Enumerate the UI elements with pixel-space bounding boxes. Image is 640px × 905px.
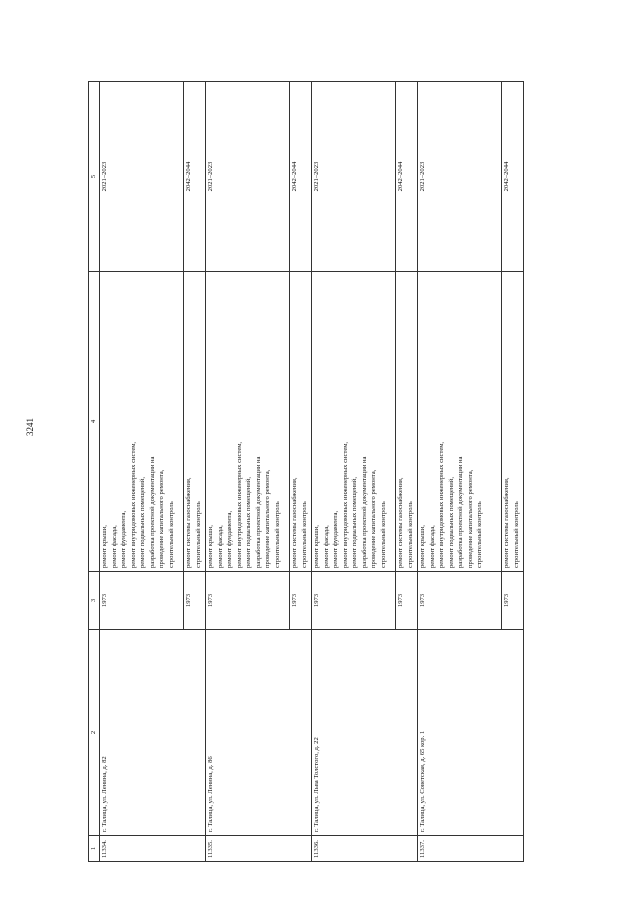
entry-works: ремонт крыши, ремонт фасада, ремонт фундамента, ремонт внутридомовых инженерных систем, ремонт подвальных помещений, разработка проектной документации на проведение капитального ремонта, строительный контроль bbox=[206, 272, 290, 572]
entry-works: ремонт крыши, ремонт фасада, ремонт внутридомовых инженерных систем, ремонт подвальных помещений, разработка проектной документации на проведение капитального ремонта, строительный контроль bbox=[418, 272, 502, 572]
entry-number: 11337. bbox=[418, 836, 524, 862]
entry-period: 2042–2044 bbox=[290, 82, 312, 272]
table-frame bbox=[88, 82, 590, 862]
entry-address: г. Талица, ул. Льва Толстого, д. 22 bbox=[312, 630, 418, 836]
entry-period: 2042–2044 bbox=[184, 82, 206, 272]
table-row bbox=[100, 82, 184, 862]
column-number: 4 bbox=[89, 272, 100, 572]
entry-period: 2042–2044 bbox=[396, 82, 418, 272]
entry-year: 1973 bbox=[396, 572, 418, 630]
entry-number: 11336. bbox=[312, 836, 418, 862]
table-row bbox=[312, 82, 396, 862]
entry-address: г. Талица, ул. Ленина, д. 82 bbox=[100, 630, 206, 836]
column-number: 2 bbox=[89, 630, 100, 836]
entry-works: ремонт системы газоснабжения, строительный контроль bbox=[184, 272, 206, 572]
entry-year: 1973 bbox=[418, 572, 502, 630]
entry-number: 11335. bbox=[206, 836, 312, 862]
table-row bbox=[418, 82, 502, 862]
entry-period: 2021–2023 bbox=[100, 82, 184, 272]
column-number-row bbox=[89, 82, 100, 862]
entry-period: 2042–2044 bbox=[502, 82, 524, 272]
entry-period: 2021–2023 bbox=[312, 82, 396, 272]
page-number: 3241 bbox=[25, 418, 35, 436]
column-number: 5 bbox=[89, 82, 100, 272]
entry-works: ремонт системы газоснабжения, строительный контроль bbox=[502, 272, 524, 572]
repair-schedule-table bbox=[88, 81, 524, 862]
entry-year: 1973 bbox=[206, 572, 290, 630]
entry-works: ремонт системы газоснабжения, строительный контроль bbox=[396, 272, 418, 572]
entry-year: 1973 bbox=[184, 572, 206, 630]
entry-period: 2021–2023 bbox=[418, 82, 502, 272]
entry-address: г. Талица, ул. Ленина, д. 86 bbox=[206, 630, 312, 836]
entry-address: г. Талица, ул. Советская, д. 65 кор. 1 bbox=[418, 630, 524, 836]
entry-works: ремонт системы газоснабжения, строительный контроль bbox=[290, 272, 312, 572]
entry-period: 2021–2023 bbox=[206, 82, 290, 272]
entry-year: 1973 bbox=[312, 572, 396, 630]
entry-year: 1973 bbox=[502, 572, 524, 630]
entry-number: 11334. bbox=[100, 836, 206, 862]
table-row bbox=[206, 82, 290, 862]
entry-works: ремонт крыши, ремонт фасада, ремонт фундамента, ремонт внутридомовых инженерных систем, ремонт подвальных помещений, разработка проектной документации на проведение капитального ремонта, строительный контроль bbox=[312, 272, 396, 572]
column-number: 1 bbox=[89, 836, 100, 862]
entry-works: ремонт крыши, ремонт фасада, ремонт фундамента, ремонт внутридомовых инженерных систем, ремонт подвальных помещений, разработка проектной документации на проведение капитального ремонта, строительный контроль bbox=[100, 272, 184, 572]
entry-year: 1973 bbox=[100, 572, 184, 630]
entry-year: 1973 bbox=[290, 572, 312, 630]
column-number: 3 bbox=[89, 572, 100, 630]
